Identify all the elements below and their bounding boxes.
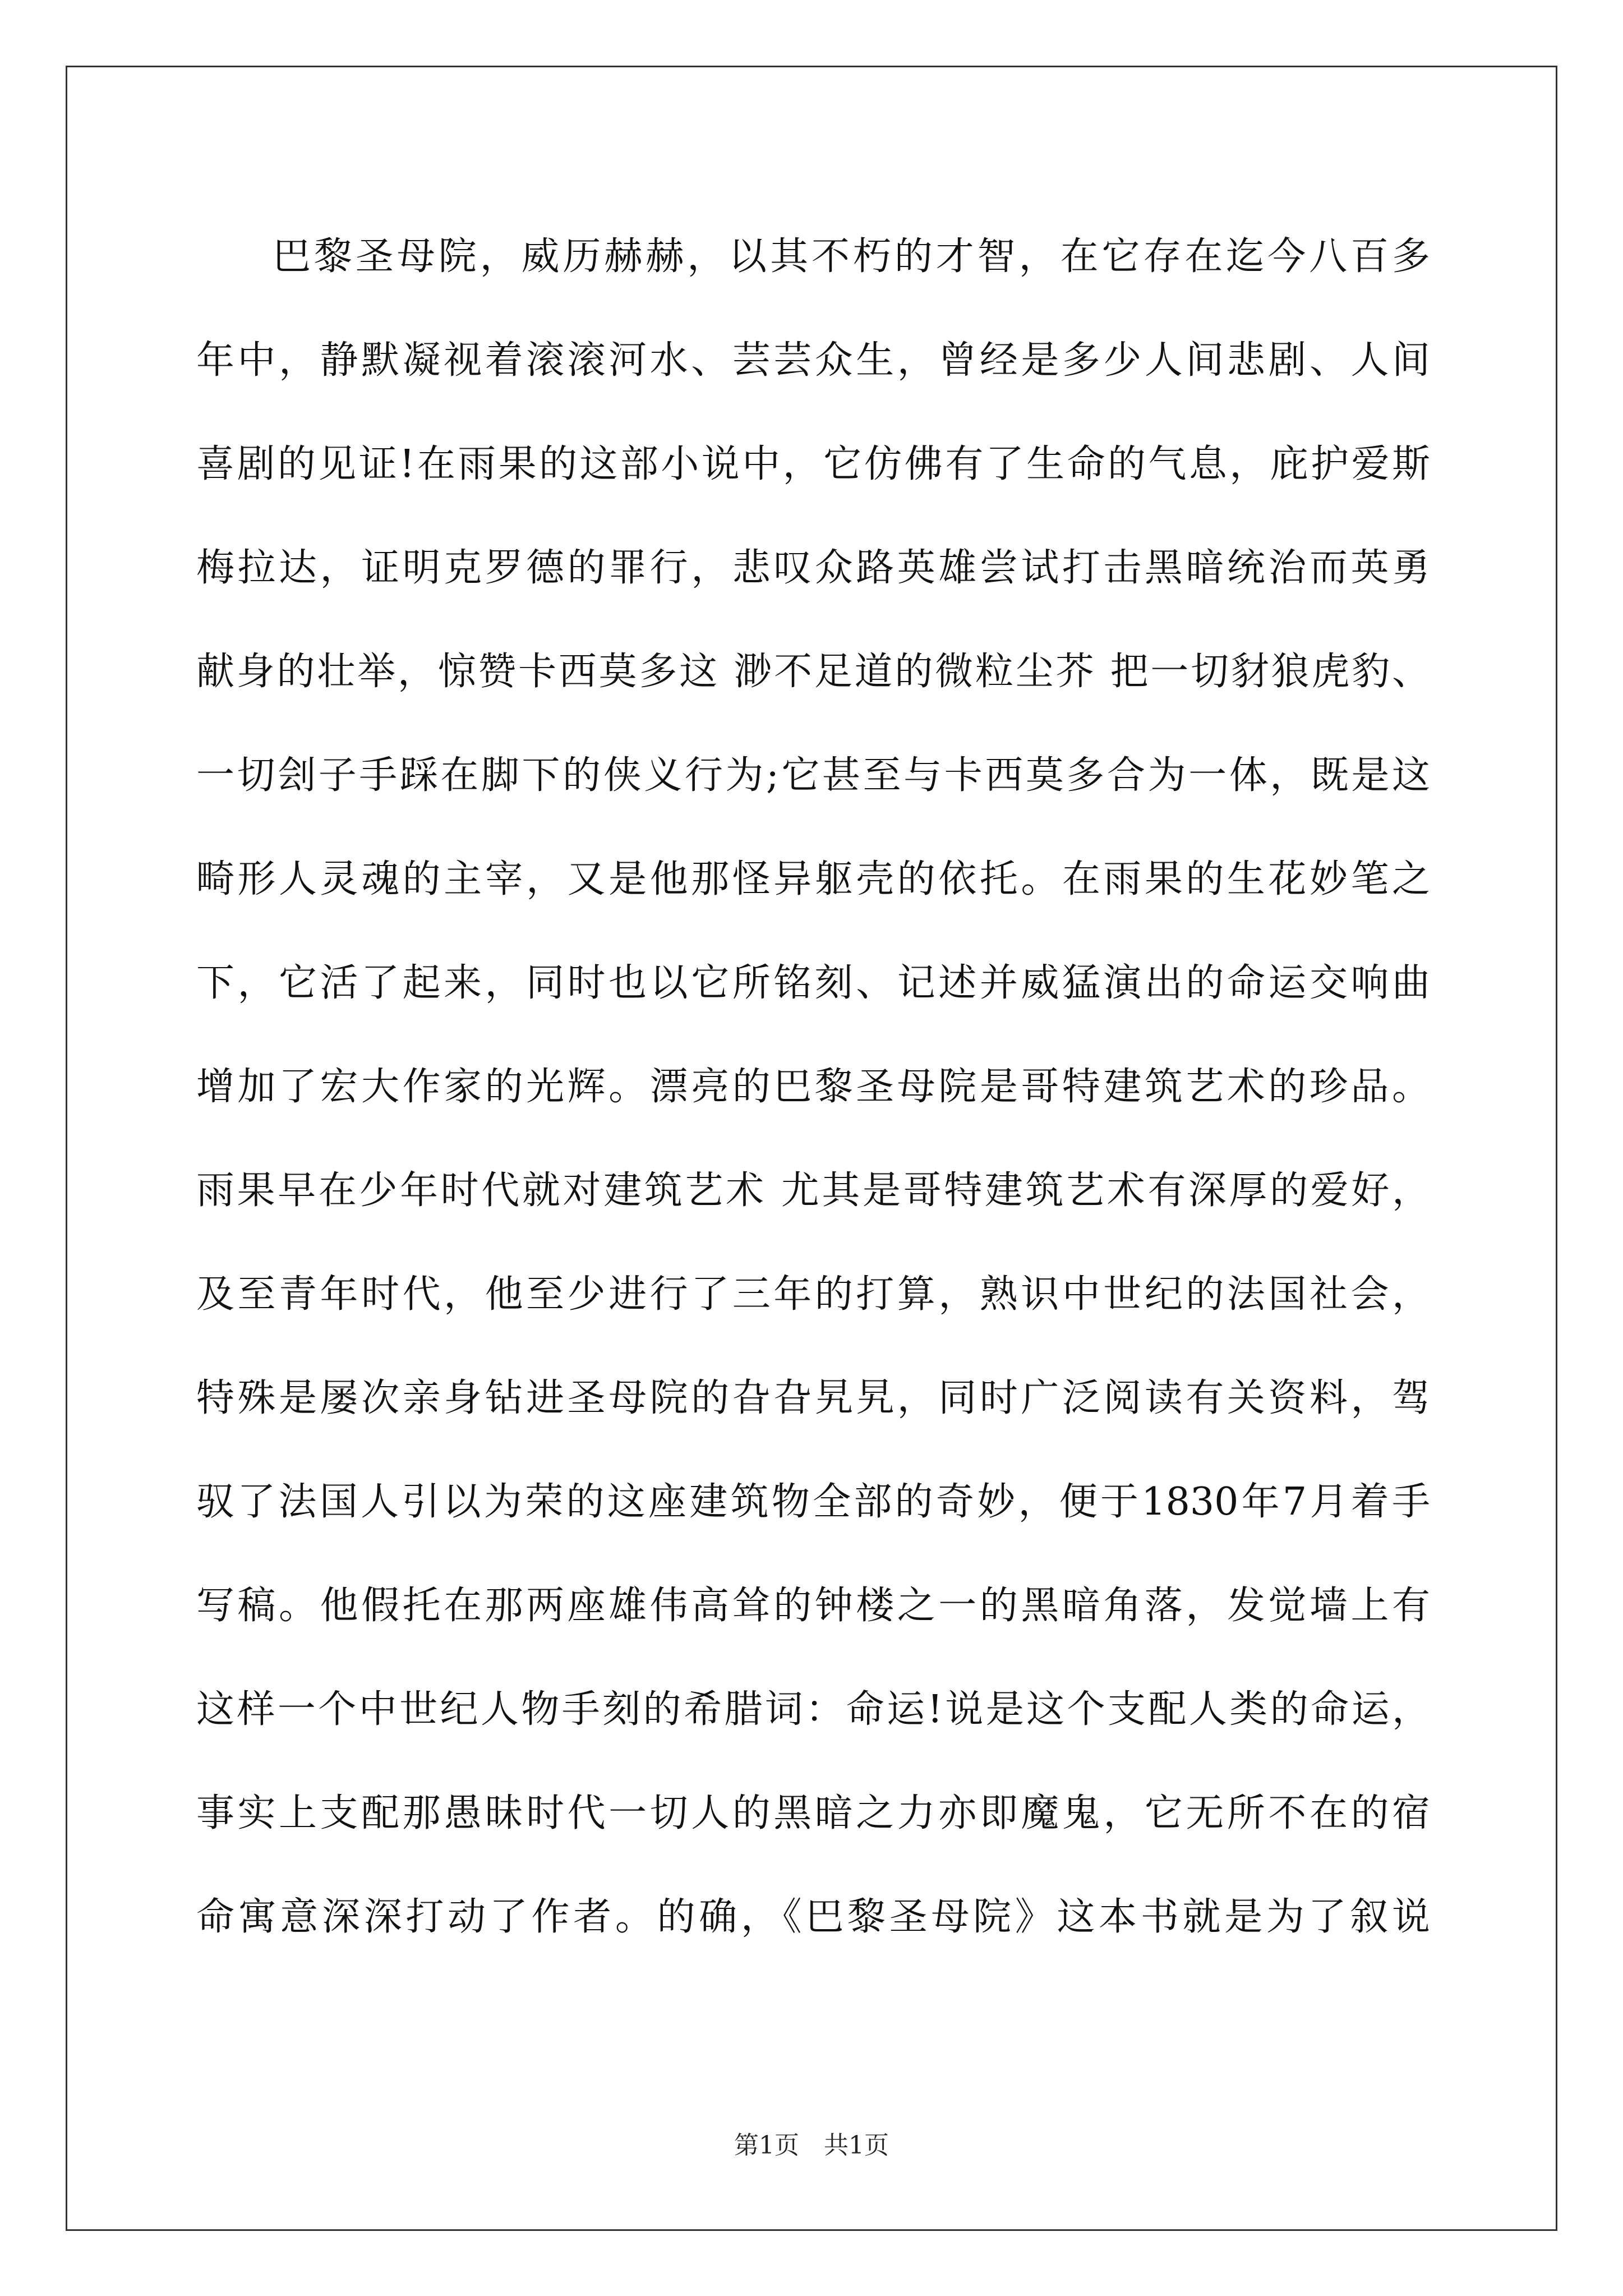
text-line: 喜剧的见证!在雨果的这部小说中，它仿佛有了生命的气息，庇护爱斯 [196,442,1430,486]
text-line: 及至青年时代，他至少进行了三年的打算，熟识中世纪的法国社会， [196,1272,1430,1317]
text-line: 增加了宏大作家的光辉。漂亮的巴黎圣母院是哥特建筑艺术的珍品。 [196,1065,1430,1109]
text-line: 梅拉达，证明克罗德的罪行，悲叹众路英雄尝试打击黑暗统治而英勇 [196,546,1430,590]
text-line: 特殊是屡次亲身钻进圣母院的旮旮旯旯，同时广泛阅读有关资料，驾 [196,1376,1430,1420]
text-line: 献身的壮举，惊赞卡西莫多这 渺不足道的微粒尘芥 把一切豺狼虎豹、 [196,650,1430,694]
text-line: 这样一个中世纪人物手刻的希腊词：命运!说是这个支配人类的命运， [196,1687,1430,1732]
text-line: 畸形人灵魂的主宰，又是他那怪异躯壳的依托。在雨果的生花妙笔之 [196,857,1430,901]
text-line: 写稿。他假托在那两座雄伟高耸的钟楼之一的黑暗角落，发觉墙上有 [196,1584,1430,1628]
text-line: 一切刽子手踩在脚下的侠义行为;它甚至与卡西莫多合为一体，既是这 [196,753,1430,798]
page-footer: 第1页 共1页 [734,2131,889,2160]
text-line: 年中，静默凝视着滚滚河水、芸芸众生，曾经是多少人间悲剧、人间 [196,338,1430,383]
text-line: 命寓意深深打动了作者。的确，《巴黎圣母院》这本书就是为了叙说 [196,1895,1430,1939]
text-line: 驭了法国人引以为荣的这座建筑物全部的奇妙，便于1830年7月着手 [196,1480,1430,1524]
text-line: 雨果早在少年时代就对建筑艺术 尤其是哥特建筑艺术有深厚的爱好， [196,1168,1430,1213]
body-paragraph [196,205,1430,1969]
text-line: 事实上支配那愚昧时代一切人的黑暗之力亦即魔鬼，它无所不在的宿 [196,1791,1430,1835]
text-line: 下，它活了起来，同时也以它所铭刻、记述并威猛演出的命运交响曲 [196,961,1430,1005]
text-line: 巴黎圣母院，威历赫赫，以其不朽的才智，在它存在迄今八百多 [273,234,1430,279]
